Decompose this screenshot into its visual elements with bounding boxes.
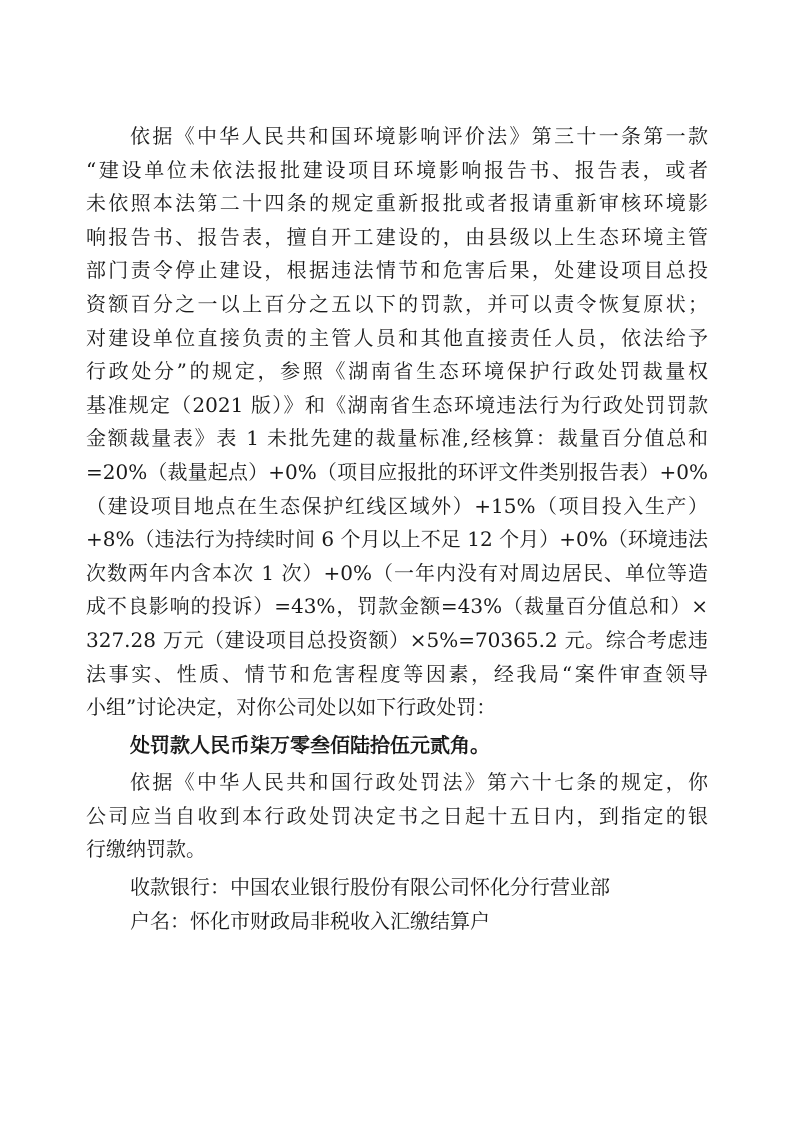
paragraph-line: 成不良影响的投诉）=43%，罚款金额=43%（裁量百分值总和）× <box>86 594 708 619</box>
payment-deadline-paragraph <box>86 766 708 867</box>
paragraph-line: 次数两年内含本次 1 次）+0%（一年内没有对周边居民、单位等造 <box>86 560 708 585</box>
paragraph-line: =20%（裁量起点）+0%（项目应报批的环评文件类别报告表）+0% <box>86 459 708 484</box>
paragraph-line: 金额裁量表》表 1 未批先建的裁量标准,经核算：裁量百分值总和 <box>86 426 708 451</box>
paragraph-line: 基准规定（2021 版）》和《湖南省生态环境违法行为行政处罚罚款 <box>86 392 708 417</box>
paragraph-line: +8%（违法行为持续时间 6 个月以上不足 12 个月）+0%（环境违法 <box>86 527 708 552</box>
paragraph-line: 依据《中华人民共和国环境影响评价法》第三十一条第一款 <box>130 124 708 148</box>
paragraph-line: 行政处分”的规定，参照《湖南省生态环境保护行政处罚裁量权 <box>86 359 708 384</box>
paragraph-line: 依据《中华人民共和国行政处罚法》第六十七条的规定，你 <box>130 770 708 795</box>
receiving-bank: 收款银行：中国农业银行股份有限公司怀化分行营业部 <box>130 875 610 900</box>
paragraph-line: 响报告书、报告表，擅自开工建设的，由县级以上生态环境主管 <box>86 224 708 249</box>
paragraph-line: 327.28 万元（建设项目总投资额）×5%=70365.2 元。综合考虑违 <box>86 627 708 652</box>
paragraph-line: 行缴纳罚款。 <box>86 837 206 862</box>
paragraph-line: （建设项目地点在生态保护红线区域外）+15%（项目投入生产） <box>86 493 708 518</box>
paragraph-line: 小组”讨论决定，对你公司处以如下行政处罚： <box>86 695 497 720</box>
legal-basis-paragraph <box>86 120 708 725</box>
paragraph-line: 公司应当自收到本行政处罚决定书之日起十五日内，到指定的银 <box>86 803 708 828</box>
paragraph-line: 法事实、性质、情节和危害程度等因素，经我局“案件审查领导 <box>86 661 708 686</box>
paragraph-line: 未依照本法第二十四条的规定重新报批或者报请重新审核环境影 <box>86 191 708 216</box>
paragraph-line: 资额百分之一以上百分之五以下的罚款，并可以责令恢复原状； <box>86 291 708 316</box>
account-name: 户名：怀化市财政局非税收入汇缴结算户 <box>130 908 490 933</box>
document-body <box>86 120 708 938</box>
paragraph-line: 对建设单位直接负责的主管人员和其他直接责任人员，依法给予 <box>86 325 708 350</box>
penalty-statement: 处罚款人民币柒万零叁佰陆拾伍元贰角。 <box>130 732 490 757</box>
paragraph-line: “建设单位未依法报批建设项目环境影响报告书、报告表，或者 <box>86 157 708 182</box>
paragraph-line: 部门责令停止建设，根据违法情节和危害后果，处建设项目总投 <box>86 258 708 283</box>
